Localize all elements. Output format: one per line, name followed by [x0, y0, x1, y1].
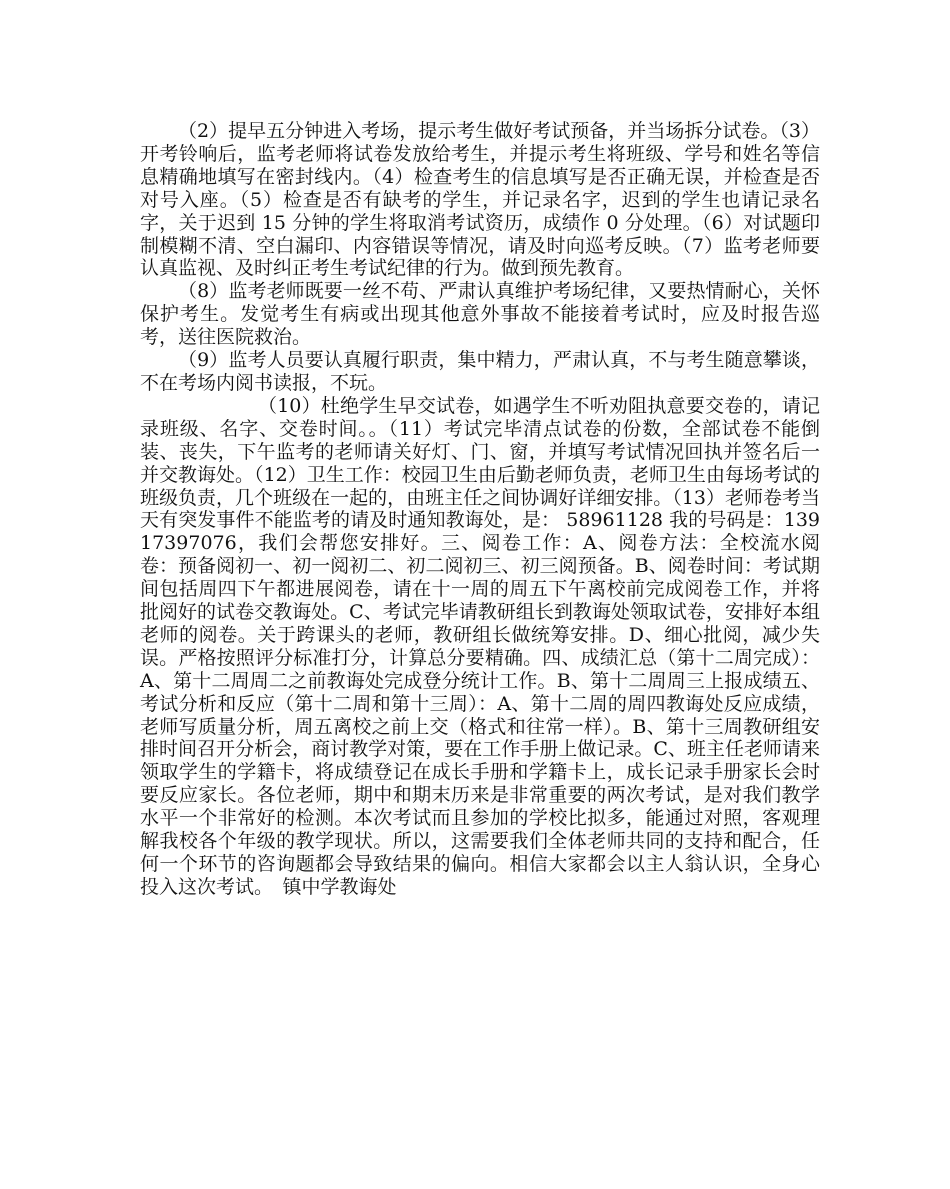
paragraph-grading-and-analysis: （10）杜绝学生早交试卷，如遇学生不听劝阻执意要交卷的，请记录班级、名字、交卷时间。。（11）考试完毕清点试卷的份数，全部试卷不能倒装、丧失，下午监考的老师请关好灯、门、窗，并填写考试情况回执并签名后一并交教诲处。（12）卫生工作：校园卫生由后勤老师负责，老师卫生由每场考试的班级负责，几个班级在一起的，由班主任之间协调好详细安排。（13）老师卷考当天有突发事件不能监考的请及时通知教诲处，是： 58961128 我的号码是：13917397076，我们会帮您安排好。三、阅卷工作：A、阅卷方法：全校流水阅卷：预备阅初一、初一阅初二、初二阅初三、初三阅预备。B、阅卷时间：考试期间包括周四下午都进展阅卷，请在十一周的周五下午离校前完成阅卷工作，并将批阅好的试卷交教诲处。C、考试完毕请教研组长到教诲处领取试卷，安排好本组老师的阅卷。关于跨课头的老师，教研组长做统筹安排。D、细心批阅，减少失误。严格按照评分标准打分，计算总分要精确。四、成绩汇总（第十二周完成）：A、第十二周周二之前教诲处完成登分统计工作。B、第十二周周三上报成绩五、考试分析和反应（第十二周和第十三周）：A、第十二周的周四教诲处反应成绩，老师写质量分析，周五离校之前上交（格式和往常一样）。B、第十三周教研组安排时间召开分析会，商讨教学对策，要在工作手册上做记录。C、班主任老师请来领取学生的学籍卡，将成绩登记在成长手册和学籍卡上，成长记录手册家长会时要反应家长。各位老师，期中和期末历来是非常重要的两次考试，是对我们教学水平一个非常好的检测。本次考试而且参加的学校比拟多，能通过对照，客观理解我校各个年级的教学现状。所以，这需要我们全体老师共同的支持和配合，任何一个环节的咨询题都会导致结果的偏向。相信大家都会以主人翁认识，全身心投入这次考试。 镇中学教诲处 — [140, 394, 820, 898]
paragraph-care-for-students: （8）监考老师既要一丝不苟、严肃认真维护考场纪律，又要热情耐心，关怀保护考生。发觉考生有病或出现其他意外事故不能接着考试时，应及时报告巡考，送往医院救治。 — [140, 280, 820, 349]
paragraph-proctor-duties: （2）提早五分钟进入考场，提示考生做好考试预备，并当场拆分试卷。（3）开考铃响后，监考老师将试卷发放给考生，并提示考生将班级、学号和姓名等信息精确地填写在密封线内。（4）检查考生的信息填写是否正确无误，并检查是否对号入座。（5）检查是否有缺考的学生，并记录名字，迟到的学生也请记录名字，关于迟到 15 分钟的学生将取消考试资历，成绩作 0 分处理。（6）对试题印制模糊不清、空白漏印、内容错误等情况，请及时向巡考反映。（7）监考老师要认真监视、及时纠正考生考试纪律的行为。做到预先教育。 — [140, 120, 820, 280]
paragraph-staff-responsibility: （9）监考人员要认真履行职责，集中精力，严肃认真，不与考生随意攀谈，不在考场内阅书读报，不玩。 — [140, 349, 820, 394]
document-body — [140, 120, 820, 899]
